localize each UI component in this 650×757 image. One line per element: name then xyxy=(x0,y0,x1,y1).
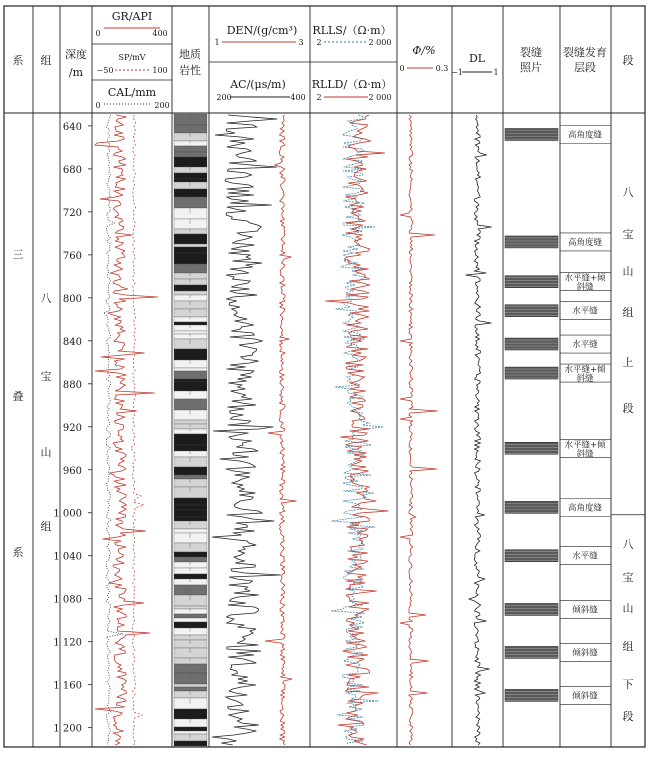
dl-min: −1 xyxy=(451,68,463,77)
lithology-bed xyxy=(174,167,207,173)
lithology-bed xyxy=(174,114,207,125)
lithology-bed xyxy=(174,691,207,698)
lithology-bed xyxy=(174,146,207,152)
lithology-bed xyxy=(174,533,207,543)
segment-lower-char: 组 xyxy=(622,640,634,653)
depth-tick-label: 1 200 xyxy=(53,723,82,735)
den-min: 1 xyxy=(214,38,220,47)
segment-upper-char: 八 xyxy=(622,186,634,199)
lithology-bed xyxy=(174,179,207,182)
lithology-bed xyxy=(174,317,207,322)
lithology-bed xyxy=(174,606,207,609)
lithology-bed xyxy=(174,399,207,410)
lithology-bed xyxy=(174,487,207,498)
depth-tick-label: 880 xyxy=(62,379,82,391)
depth-tick-label: 1 080 xyxy=(53,594,82,606)
fracture-label-cont: 斜缝 xyxy=(576,449,594,460)
lithology-bed xyxy=(174,125,207,133)
log-curves xyxy=(95,115,492,745)
fracture-label: 水平缝 xyxy=(572,551,598,562)
frac-dev-header-line2: 层段 xyxy=(574,61,596,74)
lithology-bed xyxy=(174,208,207,219)
lithology-bed xyxy=(174,133,207,141)
ac-max: 400 xyxy=(290,93,306,102)
system-char: 三 xyxy=(12,248,24,261)
fracture-entry xyxy=(505,439,611,459)
lithology-bed xyxy=(174,234,207,244)
lithology-bed xyxy=(174,339,207,349)
lithology-bed xyxy=(174,521,207,529)
fracture-entry xyxy=(505,125,611,143)
lithology-bed xyxy=(174,189,207,197)
lithology-bed xyxy=(174,229,207,234)
dl-label: DL xyxy=(468,52,486,65)
lithology-bed xyxy=(174,197,207,208)
depth-tick-label: 1 040 xyxy=(53,551,82,563)
rlld-label: RLLD/（Ω·m） xyxy=(311,78,393,91)
fracture-label: 高角度缝 xyxy=(567,503,603,514)
lithology-bed xyxy=(174,325,207,331)
gr-label: GR/API xyxy=(111,10,153,23)
group-char: 宝 xyxy=(40,370,52,383)
frac-photo-header-line2: 照片 xyxy=(520,61,542,74)
depth-header-line2: /m xyxy=(68,66,84,79)
lithology-bed xyxy=(174,595,207,606)
lithology-bed xyxy=(174,585,207,595)
depth-tick-label: 960 xyxy=(62,465,82,477)
gr-curve xyxy=(95,115,158,745)
lithology-bed xyxy=(174,264,207,273)
fracture-entry xyxy=(505,273,611,293)
lithology-bed xyxy=(174,368,207,371)
lithology-bed xyxy=(174,475,207,479)
lithology-bed xyxy=(174,622,207,628)
lithology-bed xyxy=(174,579,207,585)
lithology-bed xyxy=(174,309,207,317)
lithology-bed xyxy=(174,698,207,709)
lith-header-line1: 地质 xyxy=(179,48,201,61)
lithology-bed xyxy=(174,709,207,719)
lithology-bed xyxy=(174,517,207,521)
sp-min: −50 xyxy=(96,66,114,75)
system-header: 系 xyxy=(12,54,24,67)
depth-tick-label: 1 000 xyxy=(53,508,82,520)
frac-dev-header-line1: 裂缝发育 xyxy=(563,46,607,59)
lithology-bed xyxy=(174,673,207,684)
lithology-bed xyxy=(174,173,207,179)
lithology-bed xyxy=(174,279,207,285)
rlld-curve xyxy=(325,115,388,745)
lithology-bed xyxy=(174,349,207,360)
rlld-max: 2 000 xyxy=(368,93,392,102)
phi-curve xyxy=(400,115,438,745)
fracture-label: 水平缝 xyxy=(572,340,598,351)
lithology-bed xyxy=(174,445,207,451)
lithology-bed xyxy=(174,322,207,325)
lithology-bed xyxy=(174,334,207,339)
ac-min: 200 xyxy=(216,93,232,102)
depth-ticks xyxy=(53,122,92,735)
fracture-entry xyxy=(505,498,611,516)
lithology-bed xyxy=(174,562,207,568)
lithology-bed xyxy=(174,510,207,517)
lithology-bed xyxy=(174,295,207,301)
fracture-label: 高角度缝 xyxy=(567,130,603,141)
lithology-bed xyxy=(174,727,207,731)
lithology-bed xyxy=(174,273,207,279)
lithology-bed xyxy=(174,543,207,552)
gr-max: 400 xyxy=(152,29,168,38)
rlls-max: 2 000 xyxy=(368,38,392,47)
lithology-bed xyxy=(174,382,207,391)
lithology-bed xyxy=(174,734,207,741)
lithology-bed xyxy=(174,247,207,253)
lithology-bed xyxy=(174,719,207,727)
fracture-label: 倾斜缝 xyxy=(572,691,598,702)
lithology-bed xyxy=(174,479,207,487)
depth-tick-label: 1 120 xyxy=(53,637,82,649)
segment-lower-char: 下 xyxy=(622,678,634,691)
fracture-label: 倾斜缝 xyxy=(572,648,598,659)
lithology-bed xyxy=(174,457,207,467)
fracture-label: 高角度缝 xyxy=(567,237,603,248)
depth-tick-label: 640 xyxy=(62,121,82,133)
lith-header-line2: 岩性 xyxy=(179,64,201,77)
ac-label: AC/(μs/m) xyxy=(230,78,286,91)
lithology-bed xyxy=(174,141,207,146)
segment-lower-char: 八 xyxy=(622,538,634,551)
phi-min: 0 xyxy=(399,64,405,73)
depth-tick-label: 1 160 xyxy=(53,680,82,692)
segment-lower-char: 宝 xyxy=(622,571,634,584)
lithology-bed xyxy=(174,360,207,368)
lithology-bed xyxy=(174,429,207,434)
fracture-entry xyxy=(505,643,611,661)
depth-tick-label: 680 xyxy=(62,164,82,176)
lithology-bed xyxy=(174,253,207,264)
lithology-bed xyxy=(174,609,207,614)
lithology-bed xyxy=(174,152,207,157)
lithology-bed xyxy=(174,467,207,475)
fracture-label: 水平缝+倾 xyxy=(564,365,606,376)
lithology-bed xyxy=(174,684,207,687)
phi-label: Φ/% xyxy=(412,44,436,57)
cal-max: 200 xyxy=(154,101,170,110)
fracture-label: 倾斜缝 xyxy=(572,605,598,616)
lithology-bed xyxy=(174,410,207,420)
rlls-min: 2 xyxy=(316,38,322,47)
lithology-bed xyxy=(174,420,207,424)
lithology-bed xyxy=(174,574,207,579)
fracture-label: 水平缝+倾 xyxy=(564,440,606,451)
lithology-bed xyxy=(174,219,207,229)
lithology-bed xyxy=(174,731,207,734)
depth-tick-label: 800 xyxy=(62,293,82,305)
lithology-bed xyxy=(174,557,207,562)
group-char: 组 xyxy=(40,520,52,533)
segment-upper-char: 山 xyxy=(622,265,634,278)
fracture-label: 水平缝+倾 xyxy=(564,273,606,284)
lithology-bed xyxy=(174,157,207,167)
lithology-bed xyxy=(174,614,207,618)
lithology-bed xyxy=(174,687,207,691)
sp-max: 100 xyxy=(152,66,168,75)
lithology-bed xyxy=(174,648,207,658)
sp-curve xyxy=(131,115,144,745)
lithology-bed xyxy=(174,664,207,673)
fracture-entry xyxy=(505,600,611,618)
fracture-label-cont: 斜缝 xyxy=(576,374,594,385)
lithology-bed xyxy=(174,640,207,648)
lithology-bed xyxy=(174,291,207,295)
cal-min: 0 xyxy=(95,101,101,110)
den-curve xyxy=(265,115,297,745)
group-header: 组 xyxy=(40,54,52,67)
lithology-bed xyxy=(174,285,207,291)
lithology-bed xyxy=(174,568,207,574)
frac-photo-header-line1: 裂缝 xyxy=(520,46,542,59)
group-char: 八 xyxy=(40,292,52,305)
lithology-bed xyxy=(174,552,207,557)
vertical-labels xyxy=(13,248,52,559)
lithology-bed xyxy=(174,529,207,533)
fracture-entry xyxy=(505,302,611,320)
fracture-entry xyxy=(505,686,611,704)
fracture-entry xyxy=(505,547,611,565)
lithology-bed xyxy=(174,658,207,664)
lithology-bed xyxy=(174,451,207,457)
system-char: 系 xyxy=(12,546,24,559)
gr-min: 0 xyxy=(95,29,101,38)
lithology-column xyxy=(174,114,207,746)
lithology-bed xyxy=(174,434,207,445)
lithology-bed xyxy=(174,371,207,379)
lithology-bed xyxy=(174,628,207,635)
fracture-entry xyxy=(505,364,611,384)
den-label: DEN/(g/cm³) xyxy=(226,24,298,37)
lithology-bed xyxy=(174,741,207,746)
segment-lower-char: 段 xyxy=(622,710,634,723)
sp-label: SP/mV xyxy=(118,53,146,62)
segment-column xyxy=(611,186,645,723)
phi-max: 0.3 xyxy=(435,64,449,73)
depth-tick-label: 920 xyxy=(62,422,82,434)
segment-upper-char: 段 xyxy=(622,402,634,415)
rlls-label: RLLS/（Ω·m） xyxy=(312,24,392,37)
fracture-label: 水平缝 xyxy=(572,306,598,317)
depth-tick-label: 840 xyxy=(62,336,82,348)
lithology-bed xyxy=(174,182,207,189)
fracture-photos xyxy=(505,125,611,704)
den-max: 3 xyxy=(298,38,304,47)
segment-upper-char: 宝 xyxy=(622,228,634,241)
lithology-bed xyxy=(174,424,207,429)
fracture-label-cont: 斜缝 xyxy=(576,282,594,293)
lithology-bed xyxy=(174,391,207,399)
segment-header: 段 xyxy=(622,54,634,67)
cal-label: CAL/mm xyxy=(107,86,157,99)
segment-lower-char: 山 xyxy=(622,602,634,615)
ac-curve xyxy=(212,115,281,745)
lithology-bed xyxy=(174,498,207,505)
lithology-bed xyxy=(174,301,207,309)
lithology-bed xyxy=(174,244,207,247)
lithology-bed xyxy=(174,635,207,640)
lithology-bed xyxy=(174,505,207,510)
lithology-bed xyxy=(174,331,207,334)
lithology-bed xyxy=(174,379,207,382)
depth-header-line1: 深度 xyxy=(65,48,87,61)
fracture-entry xyxy=(505,335,611,353)
group-char: 山 xyxy=(40,446,52,459)
lithology-bed xyxy=(174,618,207,622)
segment-upper-char: 上 xyxy=(622,356,634,369)
dl-max: 1 xyxy=(493,68,499,77)
subheader-dividers xyxy=(92,44,397,80)
dl-curve xyxy=(466,115,492,745)
depth-tick-label: 720 xyxy=(62,207,82,219)
system-char: 叠 xyxy=(12,390,24,403)
depth-tick-label: 760 xyxy=(62,250,82,262)
fracture-entry xyxy=(505,233,611,251)
segment-upper-char: 组 xyxy=(622,306,634,319)
rlld-min: 2 xyxy=(316,93,322,102)
